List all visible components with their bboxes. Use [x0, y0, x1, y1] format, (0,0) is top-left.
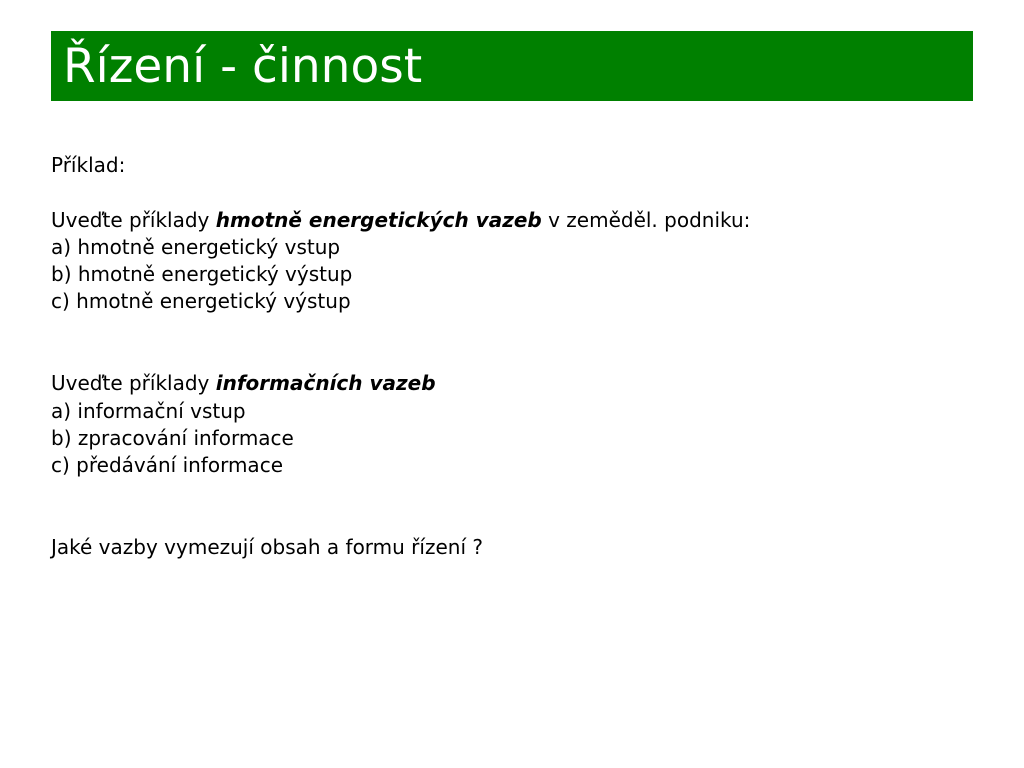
section1-suffix: v zeměděl. podniku:	[541, 207, 751, 232]
section2-item-a: a) informační vstup	[51, 398, 246, 423]
slide-title: Řízení - činnost	[63, 38, 423, 94]
section2-emphasis: informačních vazeb	[215, 371, 436, 396]
section2-prefix: Uveďte příklady	[51, 371, 216, 396]
section1-prefix: Uveďte příklady	[51, 207, 216, 232]
section1-item-c: c) hmotně energetický výstup	[51, 289, 351, 314]
closing-question: Jaké vazby vymezují obsah a formu řízení ?	[51, 535, 483, 560]
slide-title-bar	[51, 31, 973, 101]
section2-item-b: b) zpracování informace	[51, 425, 294, 450]
slide-content	[51, 152, 971, 561]
section1-emphasis: hmotně energetických vazeb	[215, 207, 542, 232]
section2-item-c: c) předávání informace	[51, 453, 283, 478]
example-label: Příklad:	[51, 153, 126, 177]
section1-item-a: a) hmotně energetický vstup	[51, 234, 341, 259]
section1-heading	[51, 207, 971, 234]
section1-item-b: b) hmotně energetický výstup	[51, 262, 353, 287]
section2-heading	[51, 370, 971, 397]
